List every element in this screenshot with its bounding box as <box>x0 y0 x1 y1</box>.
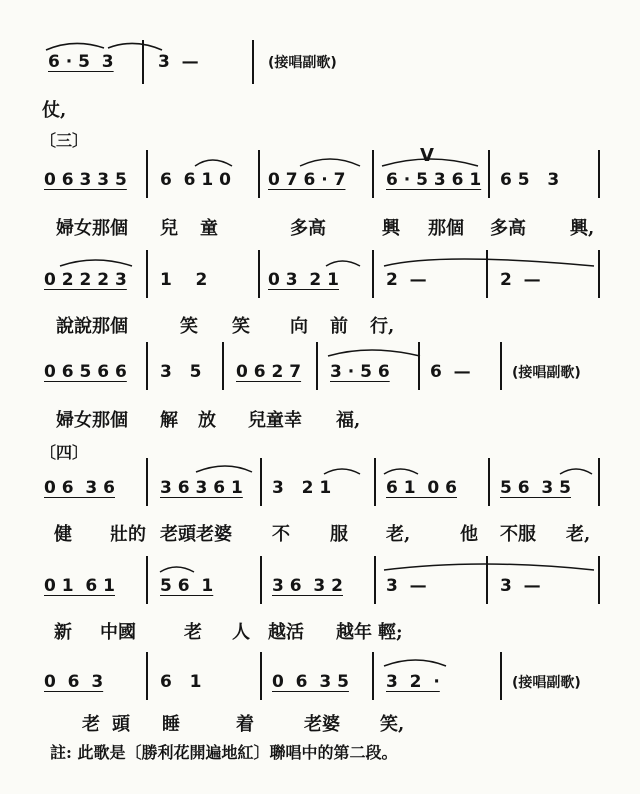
lyric: 婦女那個 <box>56 410 128 431</box>
lyric: 向 <box>290 316 308 337</box>
lyric: 輕; <box>378 622 403 643</box>
lyric: 頭 <box>112 714 130 735</box>
music-system-3-3 <box>0 342 640 402</box>
lyric: 新 <box>54 622 72 643</box>
lyric-line-3-1 <box>0 210 640 240</box>
barline <box>146 458 148 506</box>
measure: 0 6 3 5 <box>272 672 349 692</box>
measure: 0 2 2 2 3 <box>44 270 127 290</box>
barline <box>222 342 224 390</box>
measure: 5 6 3 5 <box>500 478 571 498</box>
lyric: 他 <box>460 524 478 545</box>
lyric: 着 <box>236 714 254 735</box>
measure: 3 — <box>500 576 541 596</box>
measure: 3 · 5 6 <box>330 362 390 382</box>
cue-text: (接唱副歌) <box>512 365 581 381</box>
barline <box>146 342 148 390</box>
measure: 6 — <box>430 362 471 382</box>
lyric: 不服 <box>500 524 536 545</box>
lyric: 前 <box>330 316 348 337</box>
measure: 0 1 6 1 <box>44 576 115 596</box>
measure: 0 3 2 1 <box>268 270 339 290</box>
barline <box>598 458 600 506</box>
barline <box>486 556 488 604</box>
lyric: 童 <box>200 218 218 239</box>
measure: 5 6 1 <box>160 576 214 596</box>
measure: 3 2 · <box>386 672 440 692</box>
barline <box>488 458 490 506</box>
measure: 2 — <box>386 270 427 290</box>
barline <box>598 150 600 198</box>
lyric: 多高 <box>490 218 526 239</box>
lyric: 婦女那個 <box>56 218 128 239</box>
lyric: 服 <box>330 524 348 545</box>
lyric: 老, <box>386 524 411 545</box>
barline <box>598 250 600 298</box>
barline <box>258 150 260 198</box>
measure: 0 6 5 6 6 <box>44 362 127 382</box>
barline <box>500 342 502 390</box>
lyric: 福, <box>336 410 361 431</box>
barline <box>372 652 374 700</box>
lyric: 多高 <box>290 218 326 239</box>
measure-1: 6 · 5 3 <box>48 52 114 72</box>
measure: 0 6 3 6 <box>44 478 115 498</box>
barline <box>372 150 374 198</box>
lyric: 行, <box>370 316 395 337</box>
barline <box>316 342 318 390</box>
lyric: 健 <box>54 524 72 545</box>
music-system-3-1 <box>0 145 640 210</box>
measure: 0 7 6 · 7 <box>268 170 346 190</box>
measure: 3 6 3 2 <box>272 576 343 596</box>
measure: 3 5 <box>160 362 202 382</box>
lyric: 老頭老婆 <box>160 524 232 545</box>
footnote: 註: 此歌是〔勝利花開遍地紅〕聯唱中的第二段。 <box>50 743 398 762</box>
lyric: 不 <box>272 524 290 545</box>
lyric: 笑, <box>380 714 405 735</box>
lyric: 放 <box>198 410 216 431</box>
lyric: 人 <box>232 622 250 643</box>
measure: 0 6 2 7 <box>236 362 302 382</box>
barline <box>500 652 502 700</box>
measure: 2 — <box>500 270 541 290</box>
barline <box>258 250 260 298</box>
lyric-line-4-3 <box>0 706 640 736</box>
lyric-line-4-2 <box>0 614 640 644</box>
lyric: 壯的 <box>110 524 146 545</box>
barline <box>418 342 420 390</box>
barline <box>146 652 148 700</box>
lyric: 說說那個 <box>56 316 128 337</box>
cue-text: (接唱副歌) <box>512 675 581 691</box>
music-system-1 <box>0 38 640 98</box>
lyric: 老婆 <box>304 714 340 735</box>
cue-text: (接唱副歌) <box>268 55 337 71</box>
barline <box>486 250 488 298</box>
lyric: 笑 <box>232 316 250 337</box>
barline <box>260 458 262 506</box>
lyric: 那個 <box>428 218 464 239</box>
barline <box>598 556 600 604</box>
lyric: 睡 <box>162 714 180 735</box>
measure: 0 6 3 3 5 <box>44 170 127 190</box>
lyric: 越活 <box>268 622 304 643</box>
barline <box>146 556 148 604</box>
lyric: 笑 <box>180 316 198 337</box>
lyric: 兒 <box>160 218 178 239</box>
section-marker-4: 〔四〕 <box>40 443 89 462</box>
measure: 6 5 3 <box>500 170 560 190</box>
measure: 3 2 1 <box>272 478 332 498</box>
barline <box>146 250 148 298</box>
lyric: 老 <box>184 622 202 643</box>
measure: 3 — <box>386 576 427 596</box>
music-system-3-2 <box>0 250 640 310</box>
music-system-4-1 <box>0 458 640 518</box>
lyric-line-3-3 <box>0 402 640 432</box>
measure: 6 1 <box>160 672 202 692</box>
lyric-tail: 仗, <box>42 100 67 121</box>
measure: 0 6 3 <box>44 672 104 692</box>
measure: 1 2 <box>160 270 208 290</box>
breath-mark: V <box>420 145 434 166</box>
barline <box>252 40 254 84</box>
barline <box>374 556 376 604</box>
measure-2: 3 — <box>158 52 199 72</box>
section-marker-3: 〔三〕 <box>40 131 89 150</box>
music-system-4-3 <box>0 652 640 712</box>
barline <box>372 250 374 298</box>
measure: 6 1 0 6 <box>386 478 457 498</box>
lyric-line-4-1 <box>0 516 640 546</box>
lyric: 老 <box>82 714 100 735</box>
measure: 6 6 1 0 <box>160 170 231 190</box>
measure: 6 · 5 3 6 1 <box>386 170 482 190</box>
barline <box>260 652 262 700</box>
lyric: 老, <box>566 524 591 545</box>
measure: 3 6 3 6 1 <box>160 478 243 498</box>
lyric: 興, <box>570 218 595 239</box>
barline <box>374 458 376 506</box>
lyric: 兒童幸 <box>248 410 302 431</box>
lyric-line-3-2 <box>0 308 640 338</box>
lyric: 中國 <box>100 622 136 643</box>
lyric: 越年 <box>336 622 372 643</box>
barline <box>488 150 490 198</box>
lyric: 興 <box>382 218 400 239</box>
barline <box>142 40 144 84</box>
music-system-4-2 <box>0 556 640 616</box>
barline <box>260 556 262 604</box>
barline <box>146 150 148 198</box>
lyric: 解 <box>160 410 178 431</box>
